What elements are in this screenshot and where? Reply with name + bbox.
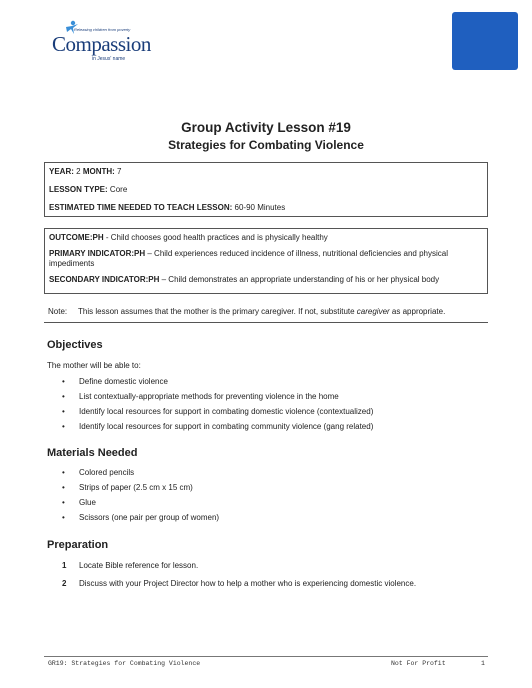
month-label: MONTH: <box>82 167 115 176</box>
caregiver-note <box>44 301 488 323</box>
materials-list <box>62 468 219 528</box>
time-value: 60-90 Minutes <box>234 203 286 212</box>
year-value: 2 <box>76 167 81 176</box>
outcome-line <box>49 233 483 243</box>
outcome-box <box>44 228 488 294</box>
year-month-line <box>49 167 483 177</box>
lesson-title: Group Activity Lesson #19 <box>181 120 351 135</box>
year-label: YEAR: <box>49 167 74 176</box>
list-item: • Identify local resources for support in combating domestic violence (contextualized) <box>62 407 373 422</box>
lesson-type-value: Core <box>109 185 128 194</box>
time-label: ESTIMATED TIME NEEDED TO TEACH LESSON: <box>49 203 233 212</box>
logo-subtext: in Jesus' name <box>92 56 126 62</box>
time-line <box>49 203 483 213</box>
list-item: • Colored pencils <box>62 468 219 483</box>
preparation-list <box>62 561 416 597</box>
list-item: • Identify local resources for support in combating community violence (gang related) <box>62 422 373 437</box>
list-item <box>62 579 416 597</box>
preparation-heading: Preparation <box>47 539 109 551</box>
note-label: Note: <box>48 307 68 316</box>
step-number: 1 <box>62 561 67 570</box>
materials-heading: Materials Needed <box>47 447 138 459</box>
step-number: 2 <box>62 579 67 588</box>
outcome-label: OUTCOME:PH <box>49 233 104 242</box>
list-item <box>62 561 416 579</box>
objectives-heading: Objectives <box>47 339 103 351</box>
list-item: • Glue <box>62 498 219 513</box>
compassion-logo <box>52 24 162 64</box>
lesson-type-line <box>49 185 483 195</box>
secondary-indicator-label: SECONDARY INDICATOR:PH <box>49 275 160 284</box>
logo-wordmark: Compassion <box>52 32 151 56</box>
blue-patch-decoration <box>452 12 518 70</box>
month-value: 7 <box>117 167 122 176</box>
list-item: • Strips of paper (2.5 cm x 15 cm) <box>62 483 219 498</box>
step-text: Discuss with your Project Director how to help a mother who is experiencing domestic violence. <box>79 579 417 588</box>
secondary-indicator-text: – Child demonstrates an appropriate understanding of his or her physical body <box>159 275 440 284</box>
list-item: • Define domestic violence <box>62 377 373 392</box>
note-emphasis: caregiver <box>356 307 390 316</box>
page-footer <box>44 656 488 667</box>
step-text: Locate Bible reference for lesson. <box>79 561 199 570</box>
lesson-type-label: LESSON TYPE: <box>49 185 108 194</box>
list-item: • Scissors (one pair per group of women) <box>62 513 219 528</box>
footer-lesson-name: GR19: Strategies for Combating Violence <box>48 660 201 667</box>
page-number: 1 <box>481 660 485 667</box>
secondary-indicator-line <box>49 275 483 285</box>
objectives-list <box>62 377 373 437</box>
lesson-info-box <box>44 162 488 217</box>
primary-indicator-label: PRIMARY INDICATOR:PH <box>49 249 146 258</box>
primary-indicator-line <box>49 249 483 269</box>
list-item: • List contextually-appropriate methods for preventing violence in the home <box>62 392 373 407</box>
outcome-text: - Child chooses good health practices and is physically healthy <box>103 233 328 242</box>
lesson-subtitle: Strategies for Combating Violence <box>168 138 364 152</box>
footer-not-for-profit: Not For Profit <box>391 660 446 667</box>
note-text-before: This lesson assumes that the mother is the primary caregiver. If not, substitute <box>78 307 357 316</box>
primary-indicator-text: – Child experiences reduced incidence of illness, nutritional deficiencies and physical impediments <box>49 249 448 268</box>
logo-tagline: Releasing children from poverty <box>74 27 131 32</box>
objectives-intro: The mother will be able to: <box>47 361 141 370</box>
note-text-after: as appropriate. <box>389 307 446 316</box>
